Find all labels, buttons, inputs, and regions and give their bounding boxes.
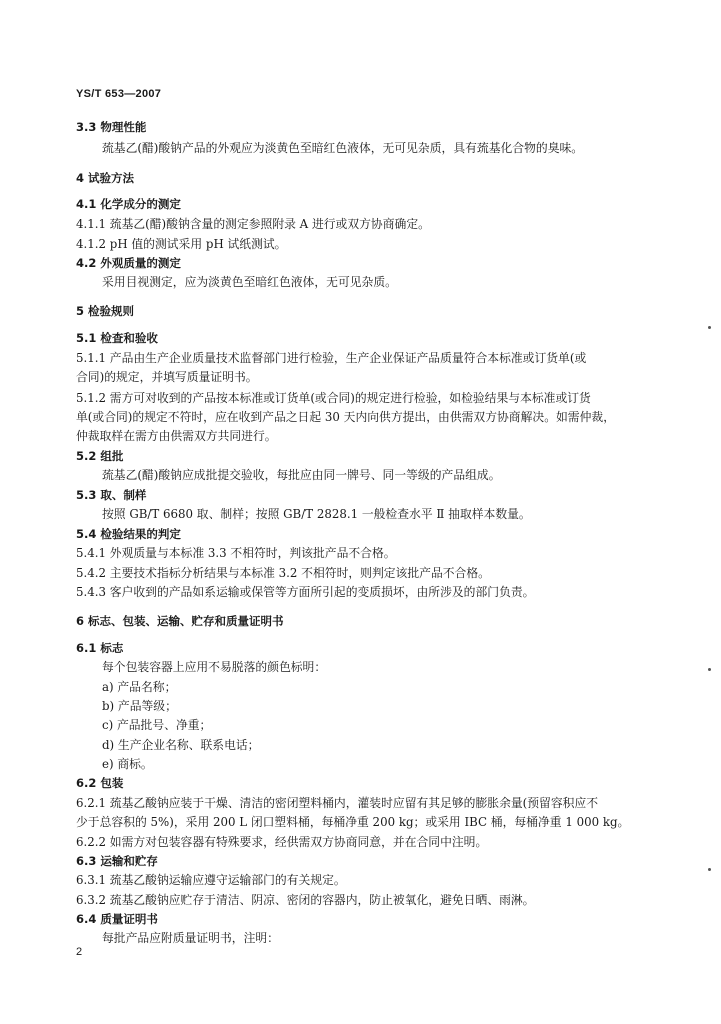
list-item-c: c) 产品批号、净重； <box>102 718 212 732</box>
section-5-4-2-text: 5.4.2 主要技术指标分析结果与本标准 3.2 不相符时，则判定该批产品不合格。 <box>76 566 490 580</box>
section-3-3-heading: 3.3 物理性能 <box>76 120 147 134</box>
section-5-4-1-text: 5.4.1 外观质量与本标准 3.3 不相符时，判该批产品不合格。 <box>76 546 396 560</box>
section-4-heading: 4 试验方法 <box>76 171 135 185</box>
section-6-2-heading: 6.2 包装 <box>76 776 124 790</box>
section-6-3-heading: 6.3 运输和贮存 <box>76 854 158 868</box>
section-5-1-2-line-1: 5.1.2 需方可对收到的产品按本标准或订货单(或合同)的规定进行检验，如检验结果与本标准或订货 <box>76 391 591 405</box>
list-item-a: a) 产品名称； <box>102 680 177 694</box>
section-6-2-1-line-1: 6.2.1 巯基乙酸钠应装于干燥、清洁的密闭塑料桶内，灌装时应留有其足够的膨胀余量(预留容积应不 <box>76 796 599 810</box>
section-5-2-text: 巯基乙(醋)酸钠应成批提交验收，每批应由同一牌号、同一等级的产品组成。 <box>102 468 501 482</box>
section-6-2-1-line-2: 少于总容积的 5%)，采用 200 L 闭口塑料桶，每桶净重 200 kg；或采用 IBC 桶，每桶净重 1 000 kg。 <box>76 815 630 829</box>
section-3-3-text: 巯基乙(醋)酸钠产品的外观应为淡黄色至暗红色液体，无可见杂质，具有巯基化合物的臭味。 <box>102 141 584 155</box>
section-4-1-1-text: 4.1.1 巯基乙(醋)酸钠含量的测定参照附录 A 进行或双方协商确定。 <box>76 217 430 231</box>
section-6-heading: 6 标志、包装、运输、贮存和质量证明书 <box>76 614 284 628</box>
section-5-1-2-line-3: 仲裁取样在需方由供需双方共同进行。 <box>76 429 277 443</box>
section-5-1-2-line-2: 单(或合同)的规定不符时，应在收到产品之日起 30 天内向供方提出，由供需双方协商解决。如需仲裁， <box>76 410 615 424</box>
section-4-2-heading: 4.2 外观质量的测定 <box>76 256 181 270</box>
page-number: 2 <box>76 946 83 958</box>
section-6-1-heading: 6.1 标志 <box>76 641 124 655</box>
section-4-2-text: 采用目视测定，应为淡黄色至暗红色液体，无可见杂质。 <box>102 275 397 289</box>
scan-speck <box>708 326 711 329</box>
list-item-b: b) 产品等级； <box>102 699 177 713</box>
section-6-4-heading: 6.4 质量证明书 <box>76 912 158 926</box>
list-item-d: d) 生产企业名称、联系电话； <box>102 738 260 752</box>
section-4-1-2-text: 4.1.2 pH 值的测试采用 pH 试纸测试。 <box>76 237 287 251</box>
section-5-2-heading: 5.2 组批 <box>76 449 124 463</box>
section-5-heading: 5 检验规则 <box>76 304 135 318</box>
section-4-1-heading: 4.1 化学成分的测定 <box>76 197 181 211</box>
list-item-e: e) 商标。 <box>102 757 153 771</box>
section-6-2-2-text: 6.2.2 如需方对包装容器有特殊要求，经供需双方协商同意，并在合同中注明。 <box>76 835 488 849</box>
scan-speck <box>708 668 711 671</box>
section-5-4-3-text: 5.4.3 客户收到的产品如系运输或保管等方面所引起的变质损坏，由所涉及的部门负责。 <box>76 585 535 599</box>
section-5-1-1-line-2: 合同)的规定，并填写质量证明书。 <box>76 370 258 384</box>
standard-code-header: YS/T 653—2007 <box>76 88 162 100</box>
section-5-3-heading: 5.3 取、制样 <box>76 488 147 502</box>
section-6-3-2-text: 6.3.2 巯基乙酸钠应贮存于清洁、阴凉、密闭的容器内，防止被氧化，避免日晒、雨淋。 <box>76 893 535 907</box>
section-5-1-heading: 5.1 检查和验收 <box>76 331 158 345</box>
section-5-1-1-line-1: 5.1.1 产品由生产企业质量技术监督部门进行检验，生产企业保证产品质量符合本标准或订货单(或 <box>76 351 587 365</box>
section-6-1-text: 每个包装容器上应用不易脱落的颜色标明： <box>102 660 327 674</box>
section-6-4-text: 每批产品应附质量证明书，注明： <box>102 931 279 945</box>
section-5-4-heading: 5.4 检验结果的判定 <box>76 527 181 541</box>
scan-speck <box>708 868 711 871</box>
section-6-3-1-text: 6.3.1 巯基乙酸钠运输应遵守运输部门的有关规定。 <box>76 873 346 887</box>
section-5-3-text: 按照 GB/T 6680 取、制样；按照 GB/T 2828.1 一般检查水平 Ⅱ 抽取样本数量。 <box>102 507 531 521</box>
